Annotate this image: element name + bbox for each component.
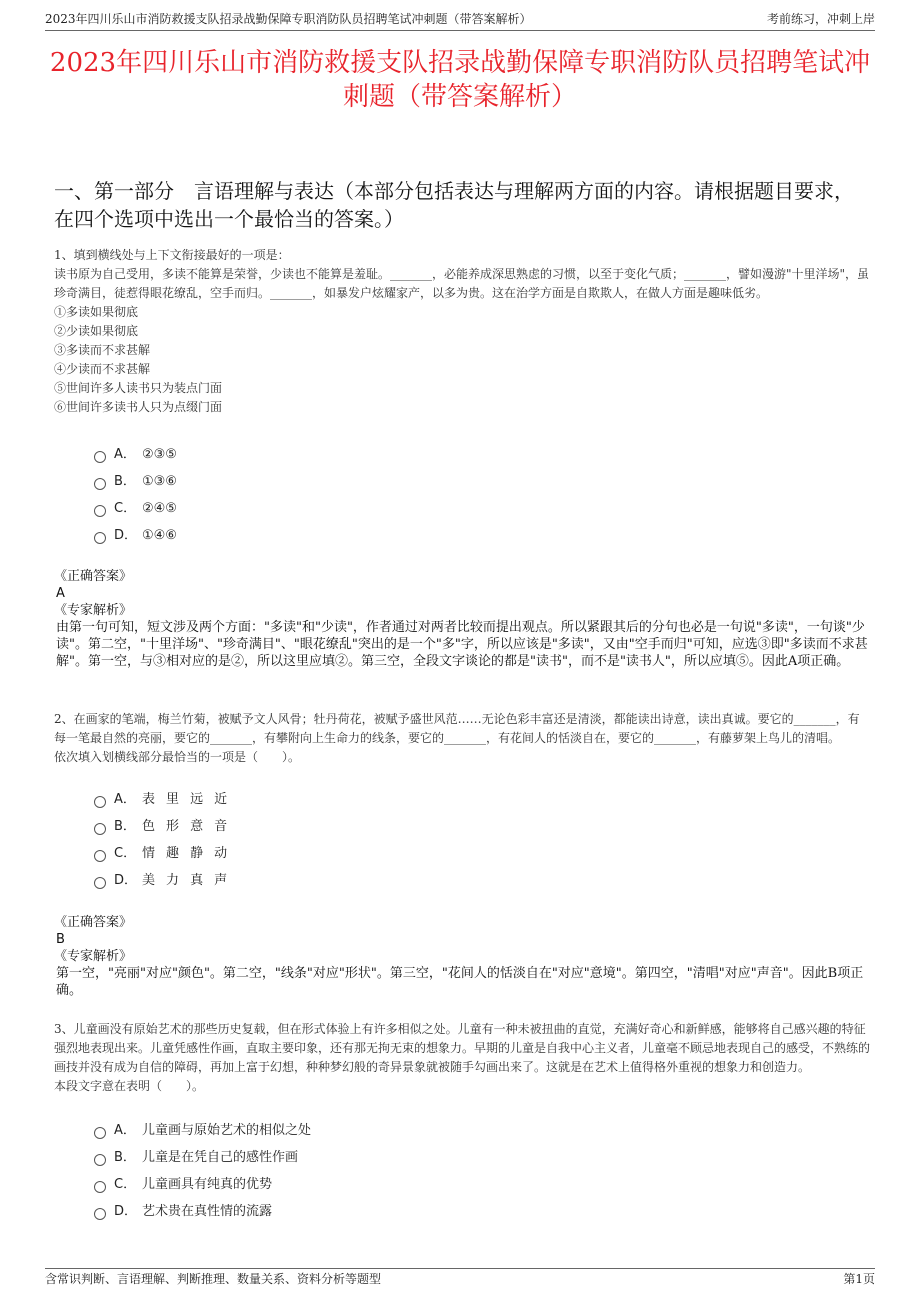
option-d[interactable]: D． ①④⑥ (94, 525, 177, 552)
radio-icon[interactable] (94, 796, 106, 808)
analysis-text: 由第一句可知，短文涉及两个方面："多读"和"少读"，作者通过对两者比较而提出观点。所以紧跟其后的分句也必是一句说"多读"，一句谈"少读"。第二空，"十里洋场"、"珍奇满目"、"眼花缭乱"突出的是一个"多"字，所以应该是"多读"，又由"空手而归"可知，应选③即"多读而不求甚解"。第一空，与③相对应的是②，所以这里应填②。第三空，全段文字谈论的都是"读书"，而不是"读书人"，所以应填⑤。因此A项正确。 (56, 620, 868, 669)
question-1-item: ⑤世间许多人读书只为装点门面 (54, 381, 223, 395)
question-1-item: ②少读如果彻底 (54, 324, 139, 338)
question-2-prompt: 依次填入划横线部分最恰当的一项是（ ）。 (54, 750, 301, 764)
answer-label: 《正确答案》 (54, 569, 133, 584)
question-1-stem: 1、填到横线处与上下文衔接最好的一项是： (54, 248, 290, 262)
option-a[interactable]: A． 表里远近 (94, 789, 238, 816)
option-b[interactable]: B． 儿童是在凭自己的感性作画 (94, 1147, 311, 1174)
question-1-item: ⑥世间许多读书人只为点缀门面 (54, 400, 223, 414)
question-3-stem: 3、儿童画没有原始艺术的那些历史复载，但在形式体验上有许多相似之处。儿童有一种未被扭曲的直觉，充满好奇心和新鲜感，能够将自己感兴趣的特征强烈地表现出来。儿童凭感性作画，直取主要印象，还有那无拘无束的想象力。早期的儿童是自我中心主义者，儿童毫不顾忌地表现自己的感受，不熟练的画技并没有成为自信的障碍，再加上富于幻想，种种梦幻般的奇异景象就被随手勾画出来了。这就是在艺术上值得格外重视的想象力和创造力。 (54, 1022, 871, 1074)
question-1-item: ③多读而不求甚解 (54, 343, 151, 357)
radio-icon[interactable] (94, 1154, 106, 1166)
page-number: 第1页 (843, 1272, 875, 1286)
analysis-text: 第一空，"亮丽"对应"颜色"。第二空，"线条"对应"形状"。第三空，"花间人的恬淡自在"对应"意境"。第四空，"清唱"对应"声音"。因此B项正确。 (56, 966, 864, 998)
answer-label: 《正确答案》 (54, 915, 133, 930)
question-2 (54, 710, 870, 767)
header-title: 2023年四川乐山市消防救援支队招录战勤保障专职消防队员招聘笔试冲刺题（带答案解析） (45, 12, 532, 26)
question-3-options (94, 1120, 311, 1228)
option-d[interactable]: D． 艺术贵在真性情的流露 (94, 1201, 311, 1228)
option-a[interactable]: A． ②③⑤ (94, 444, 177, 471)
question-1-answer-block (54, 568, 870, 670)
analysis-label: 《专家解析》 (54, 949, 133, 964)
radio-icon[interactable] (94, 1127, 106, 1139)
question-2-answer-block (54, 914, 870, 999)
section-heading: 一、第一部分 言语理解与表达（本部分包括表达与理解两方面的内容。请根据题目要求，在四个选项中选出一个最恰当的答案。） (54, 179, 854, 231)
question-2-options (94, 789, 238, 897)
radio-icon[interactable] (94, 505, 106, 517)
option-b[interactable]: B． ①③⑥ (94, 471, 177, 498)
radio-icon[interactable] (94, 1181, 106, 1193)
question-1-item: ①多读如果彻底 (54, 305, 139, 319)
radio-icon[interactable] (94, 478, 106, 490)
radio-icon[interactable] (94, 850, 106, 862)
radio-icon[interactable] (94, 1208, 106, 1220)
question-1 (54, 246, 870, 417)
page-footer (45, 1268, 875, 1289)
radio-icon[interactable] (94, 877, 106, 889)
analysis-label: 《专家解析》 (54, 603, 133, 618)
header-slogan: 考前练习，冲刺上岸 (766, 12, 875, 26)
question-2-stem: 2、在画家的笔端，梅兰竹菊，被赋予文人风骨；牡丹荷花，被赋予盛世风范……无论色彩丰富还是清淡，都能读出诗意，读出真诚。要它的_______，有每一笔最自然的亮丽，要它的_______，有攀附向上生命力的线条，要它的_______，有花间人的恬淡自在，要它的_______，有藤萝架上鸟儿的清唱。 (54, 712, 860, 745)
radio-icon[interactable] (94, 823, 106, 835)
option-b[interactable]: B． 色形意音 (94, 816, 238, 843)
footer-note: 含常识判断、言语理解、判断推理、数量关系、资料分析等题型 (45, 1272, 382, 1286)
question-1-options (94, 444, 177, 552)
answer-value: B (56, 932, 65, 947)
answer-value: A (56, 586, 65, 601)
option-c[interactable]: C． ②④⑤ (94, 498, 177, 525)
option-d[interactable]: D． 美力真声 (94, 870, 238, 897)
radio-icon[interactable] (94, 451, 106, 463)
question-1-text: 读书原为自己受用，多读不能算是荣誉，少读也不能算是羞耻。_______，必能养成深思熟虑的习惯，以至于变化气质；_______，譬如漫游"十里洋场"，虽珍奇满目，徒惹得眼花缭乱，空手而归。_______，如暴发户炫耀家产，以多为贵。这在治学方面是自欺欺人，在做人方面是趣味低劣。 (54, 267, 870, 300)
page-header (45, 8, 875, 31)
page-title: 2023年四川乐山市消防救援支队招录战勤保障专职消防队员招聘笔试冲刺题（带答案解析） (49, 48, 871, 112)
option-a[interactable]: A． 儿童画与原始艺术的相似之处 (94, 1120, 311, 1147)
radio-icon[interactable] (94, 532, 106, 544)
question-3 (54, 1020, 870, 1096)
option-c[interactable]: C． 情趣静动 (94, 843, 238, 870)
question-3-prompt: 本段文字意在表明（ ）。 (54, 1079, 205, 1093)
question-1-item: ④少读而不求甚解 (54, 362, 151, 376)
option-c[interactable]: C． 儿童画具有纯真的优势 (94, 1174, 311, 1201)
